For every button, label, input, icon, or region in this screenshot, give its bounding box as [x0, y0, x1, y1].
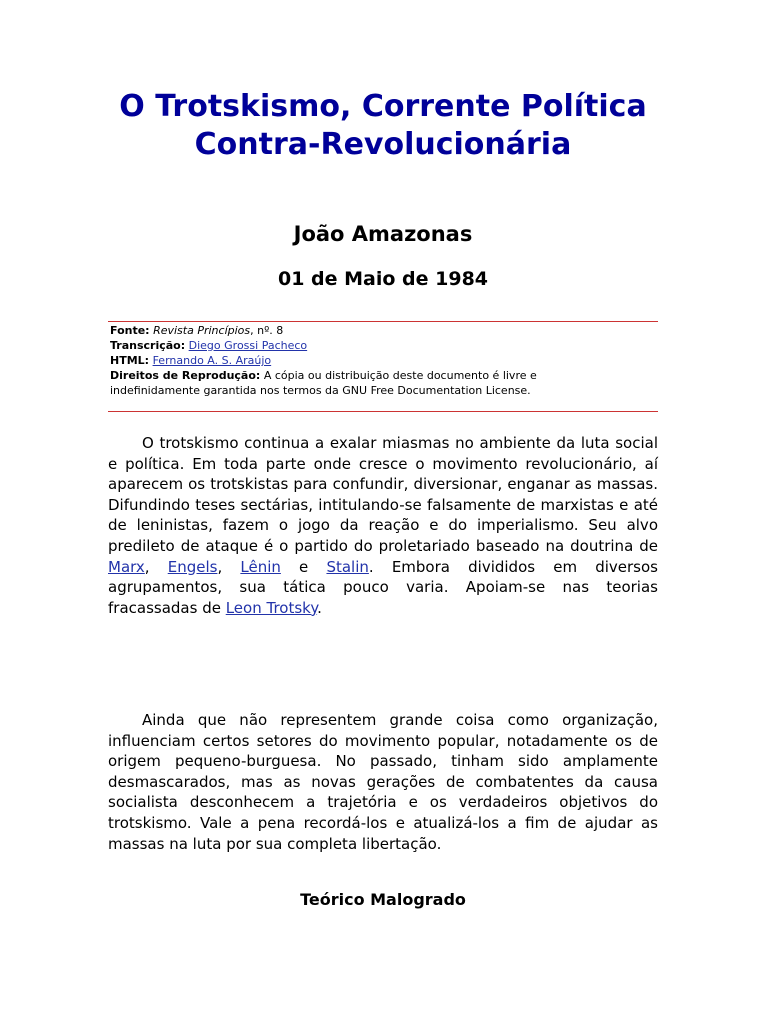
body-paragraph-1: [108, 433, 658, 618]
section-heading: Teórico Malogrado: [300, 890, 466, 909]
divider-bottom: [108, 411, 658, 412]
meta-source-line: [110, 323, 630, 338]
meta-rights-line: [110, 368, 630, 398]
meta-rights-label: Direitos de Reprodução:: [110, 369, 261, 382]
meta-transcription-label: Transcrição:: [110, 339, 186, 352]
separator: ,: [144, 557, 168, 576]
marx-link[interactable]: Marx: [108, 557, 145, 576]
meta-source-label: Fonte:: [110, 324, 150, 337]
paragraph-1-text-a: O trotskismo continua a exalar miasmas no ambiente da luta social e política. Em toda parte onde cresce o movimento revolucionário, aí aparecem os trotskistas para confundir, diversionar, enganar as massas. Difundindo teses sectárias, intitulando-se falsamente de marxistas e até de leninistas, fazem o jogo da reação e do imperialismo. Seu alvo predileto de ataque é o partido do proletariado baseado na doutrina de: [108, 434, 658, 555]
separator: ,: [217, 557, 241, 576]
paragraph-1-text-b: . Embora divididos em diversos agrupamentos, sua tática pouco varia. Apoiam-se nas teorias fracassadas de: [108, 557, 658, 617]
metadata-block: [110, 323, 630, 398]
meta-html-line: [110, 353, 630, 368]
meta-transcription-line: [110, 338, 630, 353]
divider-top: [108, 321, 658, 322]
engels-link[interactable]: Engels: [167, 557, 218, 576]
transcriber-link[interactable]: Diego Grossi Pacheco: [188, 339, 308, 352]
lenin-link[interactable]: Lênin: [240, 557, 281, 576]
meta-html-label: HTML:: [110, 354, 150, 367]
document-title: O Trotskismo, Corrente Política Contra-Revolucionária: [119, 89, 647, 162]
html-author-link[interactable]: Fernando A. S. Araújo: [152, 354, 272, 367]
meta-source-issue: , nº. 8: [250, 324, 284, 337]
paragraph-1-text-c: .: [317, 598, 322, 617]
body-paragraph-2: Ainda que não representem grande coisa como organização, influenciam certos setores do movimento popular, notadamente os de origem pequeno-burguesa. No passado, tinham sido amplamente desmascarados, mas as novas gerações de combatentes da causa socialista desconhecem a trajetória e os verdadeiros objetivos do trotskismo. Vale a pena recordá-los e atualizá-los a fim de ajudar as massas na luta por sua completa libertação.: [108, 711, 658, 853]
meta-rights-text: A cópia ou distribuição deste documento é livre e indefinidamente garantida nos termos da GNU Free Documentation License.: [110, 369, 537, 397]
separator: e: [280, 557, 327, 576]
trotsky-link[interactable]: Leon Trotsky: [225, 598, 318, 617]
document-date: 01 de Maio de 1984: [277, 268, 489, 290]
stalin-link[interactable]: Stalin: [326, 557, 369, 576]
document-author: João Amazonas: [293, 222, 473, 246]
meta-source-name: Revista Princípios: [153, 324, 251, 337]
